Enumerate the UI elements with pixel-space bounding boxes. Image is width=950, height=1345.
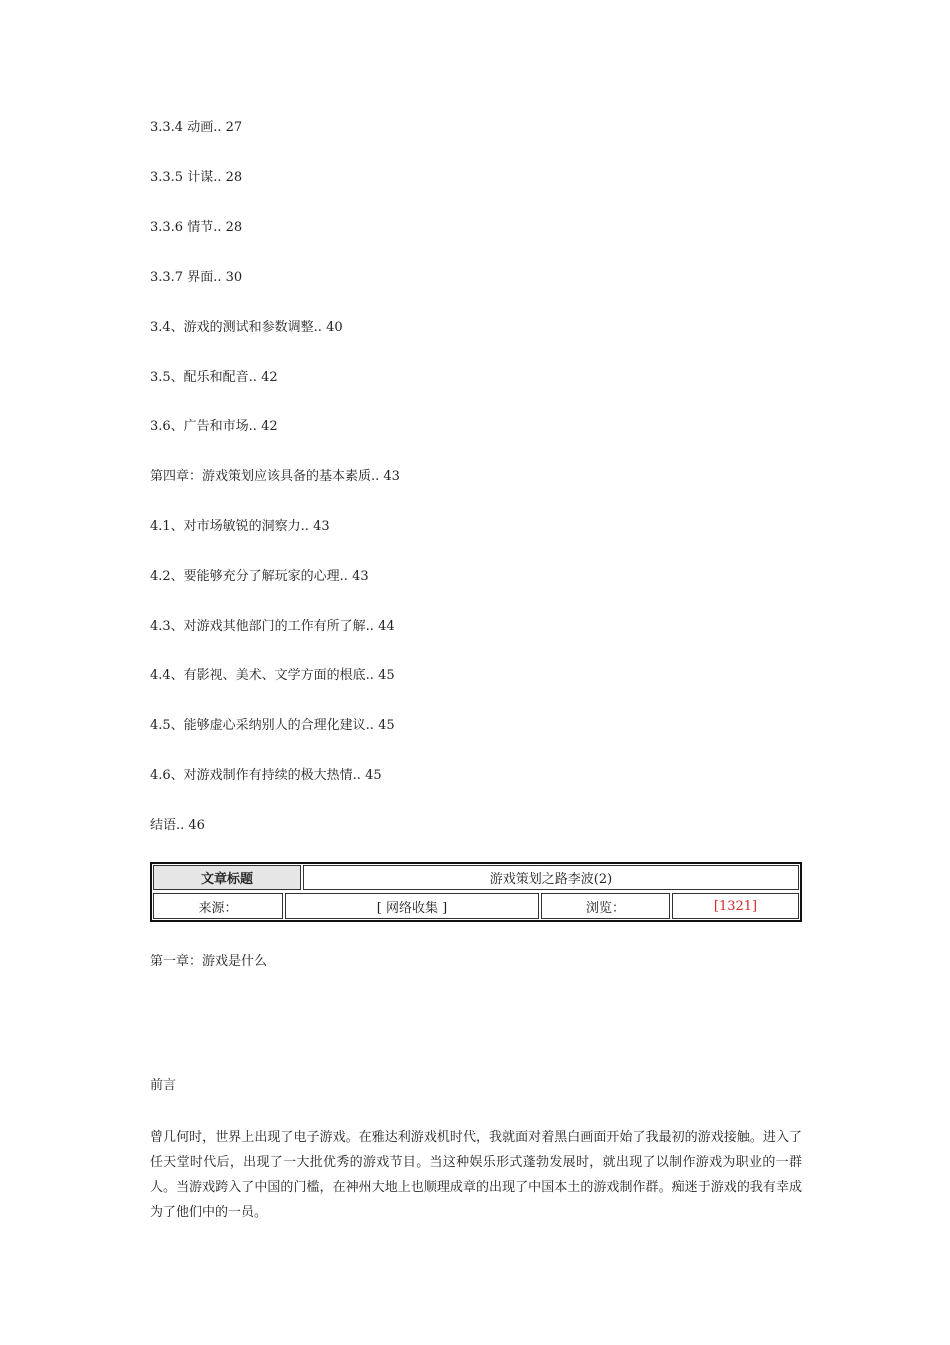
- views-count: [1321]: [672, 893, 799, 919]
- toc-entry-3-3-7: 3.3.7 界面.. 30: [150, 270, 243, 285]
- article-info-table: [150, 862, 802, 922]
- toc-entry-3-3-6: 3.3.6 情节.. 28: [150, 220, 243, 235]
- toc-entry-3-4: 3.4、游戏的测试和参数调整.. 40: [150, 320, 343, 335]
- article-title-label: 文章标题: [153, 865, 301, 890]
- toc-entry-conclusion: 结语.. 46: [150, 818, 205, 833]
- preface-paragraph: 曾几何时，世界上出现了电子游戏。在雅达利游戏机时代，我就面对着黑白画面开始了我最初的游戏接触。进入了任天堂时代后，出现了一大批优秀的游戏节目。当这种娱乐形式蓬勃发展时，就出现了以制作游戏为职业的一群人。当游戏跨入了中国的门槛，在神州大地上也顺理成章的出现了中国本土的游戏制作群。痴迷于游戏的我有幸成为了他们中的一员。: [150, 1130, 802, 1220]
- toc-entry-3-5: 3.5、配乐和配音.. 42: [150, 370, 278, 385]
- toc-entry-4-3: 4.3、对游戏其他部门的工作有所了解.. 44: [150, 619, 395, 634]
- toc-entry-4-2: 4.2、要能够充分了解玩家的心理.. 43: [150, 569, 369, 584]
- source-label: 来源：: [153, 893, 283, 919]
- toc-entry-chapter-4: 第四章：游戏策划应该具备的基本素质.. 43: [150, 469, 400, 484]
- preface-heading: 前言: [150, 1078, 177, 1093]
- article-title-row: [153, 865, 799, 890]
- toc-entry-4-4: 4.4、有影视、美术、文学方面的根底.. 45: [150, 668, 395, 683]
- toc-entry-4-1: 4.1、对市场敏锐的洞察力.. 43: [150, 519, 330, 534]
- source-value: [ 网络收集 ]: [285, 893, 539, 919]
- toc-entry-3-3-4: 3.3.4 动画.. 27: [150, 120, 243, 135]
- views-label: 浏览：: [541, 893, 670, 919]
- toc-entry-3-3-5: 3.3.5 计谋.. 28: [150, 170, 243, 185]
- toc-entry-4-6: 4.6、对游戏制作有持续的极大热情.. 45: [150, 768, 382, 783]
- toc-entry-4-5: 4.5、能够虚心采纳别人的合理化建议.. 45: [150, 718, 395, 733]
- chapter-heading: 第一章：游戏是什么: [150, 954, 268, 969]
- toc-entry-3-6: 3.6、广告和市场.. 42: [150, 419, 278, 434]
- article-meta-row: [153, 893, 799, 919]
- article-title-value: 游戏策划之路李波(2): [303, 865, 799, 890]
